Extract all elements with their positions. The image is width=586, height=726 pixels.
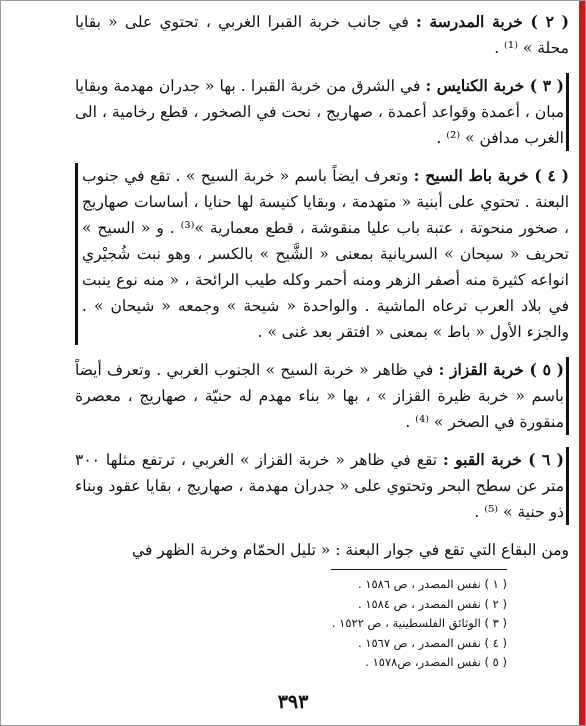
section-body: في الشرق من خربة القبرا . بها « جدران مهدمة وبقايا مبان ، أعمدة وقواعد أعمدة ، صهاريج ، نحت في الصخور ، قطع رخامية ، الى الغرب مدافن » ⁽²⁾ .	[75, 77, 564, 147]
footnote-5: ( ٥ ) نفس المصدر، ص١٥٧٨ .	[365, 655, 507, 669]
footnote-1: ( ١ ) نفس المصدر ، ص ١٥٨٦ .	[358, 577, 507, 591]
section-khirbat-al-qabu	[75, 447, 569, 525]
main-text	[75, 9, 569, 575]
section-nearby-places	[75, 537, 569, 563]
section-body: في ظاهر « خربة السيح » الجنوب الغربي . وتعرف أيضاً باسم « خربة ظيرة القزاز » ، بها « بناء مهدم له حنيّة ، صهاريج ، معصرة منقورة في الصخر » ⁽⁴⁾ .	[75, 361, 564, 431]
footnote-3: ( ٣ ) الوثائق الفلسطينية ، ص ١٥٢٢ .	[331, 616, 507, 630]
section-body: تقع في ظاهر « خربة القزاز » الغربي ، ترتفع مثلها ٣٠٠ متر عن سطح البحر وتحتوي على « جدران مهدمة ، صهاريج ، بقايا عقود وبناء ذو حنية » ⁽⁵⁾ .	[75, 451, 564, 521]
section-khirbat-bat-al-sih	[75, 163, 569, 345]
section-body: في جانب خربة القبرا الغربي ، تحتوي على « بقايا محلة » ⁽¹⁾ .	[75, 13, 569, 57]
section-heading: ( ٣ ) خربة الكنايس :	[425, 76, 565, 95]
section-body: ومن البقاع التي تقع في جوار البعنة : « تليل الحمّام وخربة الظهر في	[132, 541, 569, 559]
section-khirbat-al-qazzaz	[75, 357, 569, 435]
section-heading: ( ٦ ) خربة القبو :	[443, 450, 565, 469]
section-khirbat-al-madrasa	[75, 9, 569, 61]
section-heading: ( ٤ ) خربة باط السيح :	[413, 166, 569, 185]
section-heading: ( ٥ ) خربة القزاز :	[438, 360, 564, 379]
page-number: ٣٩٣	[277, 691, 309, 713]
section-heading: ( ٢ ) خربة المدرسة :	[416, 12, 570, 31]
footnote-4: ( ٤ ) نفس المصدر ، ص ١٥٦٧ .	[358, 635, 507, 650]
section-body: وتعرف ايضاً باسم « خربة السيح » . تقع في جنوب البعنة . تحتوي على أبنية « متهدمة ، وبقايا كنيسة لها حنايا ، أساسات صهاريج ، صخور منحوتة ، عتبة باب عليا منقوشة ، قطع معمارية »⁽³⁾ . و « السيح » تحريف « سيحان » السريانية بمعنى « الشَّيح » بالكسر ، وهو نبت شُجيْري انواعه كثيرة منه أصفر الزهر ومنه أحمر وكله طيب الرائحة ، « منه نوع ينبت في بلاد العرب ترعاه الماشية . والواحدة « شيحة » وجمعه « شيحان » . والجزء الأول « باط » بمعنى « افتقر بعد غنى » .	[82, 167, 569, 341]
footnote-2: ( ٢ ) نفس المصدر ، ص ١٥٨٤ .	[358, 596, 507, 611]
footnotes	[287, 575, 507, 673]
section-khirbat-al-kanayis	[75, 73, 569, 151]
footnote-divider	[331, 569, 507, 570]
